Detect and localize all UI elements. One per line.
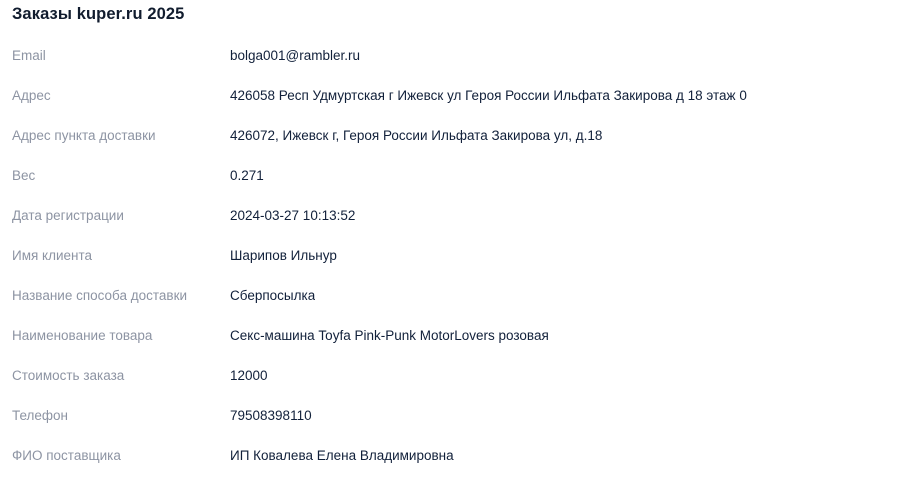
field-label: Стоимость заказа [12, 368, 125, 383]
field-value: ИП Ковалева Елена Владимировна [230, 448, 454, 463]
field-label: Дата регистрации [12, 208, 124, 223]
field-value: Сберпосылка [230, 288, 316, 303]
field-value: Шарипов Ильнур [230, 248, 337, 263]
field-value: 12000 [230, 368, 268, 383]
field-label: Вес [12, 168, 36, 183]
field-label: Телефон [12, 408, 69, 423]
field-label: Адрес пункта доставки [12, 128, 156, 143]
field-label: Email [12, 48, 46, 63]
field-label: Наименование товара [12, 328, 153, 343]
field-row-address [12, 76, 895, 116]
field-row-email [12, 36, 895, 76]
field-value: 2024-03-27 10:13:52 [230, 208, 356, 223]
field-value: 79508398110 [230, 408, 312, 423]
field-label: Название способа доставки [12, 288, 188, 303]
field-label: ФИО поставщика [12, 448, 121, 463]
page-title: Заказы kuper.ru 2025 [12, 5, 185, 23]
field-row-phone [12, 396, 895, 436]
field-label: Адрес [12, 88, 51, 103]
field-row-delivery-point-address [12, 116, 895, 156]
field-row-registration-date [12, 196, 895, 236]
field-row-product-name [12, 316, 895, 356]
field-row-order-cost [12, 356, 895, 396]
field-label: Имя клиента [12, 248, 93, 263]
field-value: 426072, Ижевск г, Героя России Ильфата Закирова ул, д.18 [230, 128, 603, 143]
field-row-customer-name [12, 236, 895, 276]
field-row-delivery-method [12, 276, 895, 316]
field-row-supplier-name [12, 436, 895, 476]
field-value: 0.271 [230, 168, 264, 183]
order-fields-list [12, 36, 895, 476]
field-value: Секс-машина Toyfa Pink-Punk MotorLovers розовая [230, 328, 549, 343]
field-value: bolga001@rambler.ru [230, 48, 361, 63]
field-row-weight [12, 156, 895, 196]
field-value: 426058 Респ Удмуртская г Ижевск ул Героя России Ильфата Закирова д 18 этаж 0 [230, 88, 747, 103]
